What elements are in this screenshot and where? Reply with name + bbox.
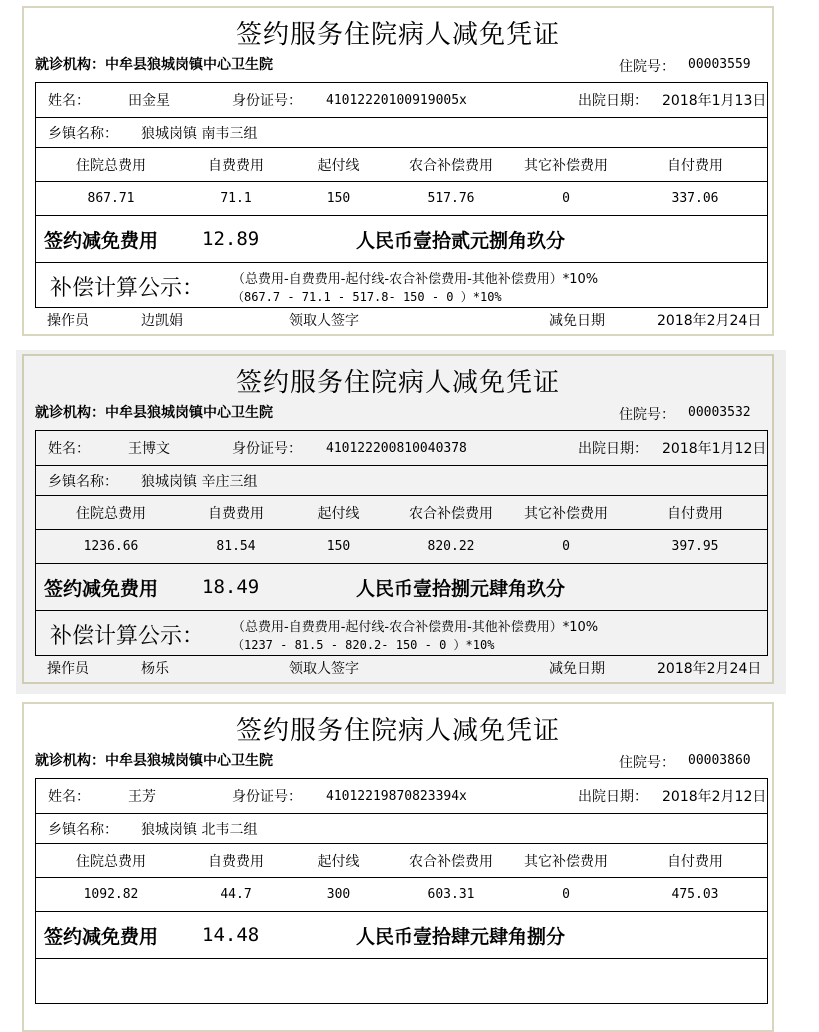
value-self-paid: 81.54 (216, 539, 256, 554)
value-out-of-pocket: 397.95 (671, 539, 719, 554)
voucher-card (22, 6, 774, 336)
header-out-of-pocket: 自付费用 (667, 505, 723, 522)
institution-label: 就诊机构： (35, 57, 105, 73)
formula-row (36, 611, 767, 657)
footer-row (35, 656, 768, 680)
header-deductible: 起付线 (317, 157, 360, 174)
voucher-title: 签约服务住院病人减免凭证 (235, 368, 560, 398)
formula-values: （867.7 - 71.1 - 517.8- 150 - 0 ）*10% (232, 290, 502, 304)
reduction-label: 签约减免费用 (44, 577, 159, 600)
reduction-date-label: 减免日期 (549, 661, 605, 677)
id-label: 身份证号： (232, 93, 302, 109)
patient-row (36, 431, 767, 466)
id-label: 身份证号： (232, 789, 302, 805)
discharge-label: 出院日期： (578, 789, 648, 805)
header-deductible: 起付线 (317, 853, 360, 870)
header-other-compensation: 其它补偿费用 (524, 157, 608, 174)
header-other-compensation: 其它补偿费用 (524, 505, 608, 522)
admission-number: 00003860 (688, 753, 751, 768)
value-out-of-pocket: 475.03 (671, 887, 719, 902)
id-number: 41012219870823394x (326, 788, 467, 804)
voucher-card (22, 354, 774, 684)
discharge-label: 出院日期： (578, 93, 648, 109)
formula-row (36, 263, 767, 309)
name-label: 姓名： (48, 93, 90, 109)
value-deductible: 150 (326, 191, 351, 206)
voucher-card (22, 702, 774, 1032)
formula-values: （1237 - 81.5 - 820.2- 150 - 0 ）*10% (232, 638, 495, 652)
header-coop-compensation: 农合补偿费用 (409, 157, 493, 174)
institution-value: 中牟县狼城岗镇中心卫生院 (105, 57, 273, 73)
reduction-date-label: 减免日期 (549, 313, 605, 329)
admission-number: 00003532 (688, 405, 751, 420)
footer-row (35, 308, 768, 332)
formula-text: （总费用-自费费用-起付线-农合补偿费用-其他补偿费用）*10% (232, 620, 599, 635)
discharge-date: 2018年1月12日 (662, 441, 767, 457)
header-self-paid: 自费费用 (208, 157, 264, 174)
voucher-title: 签约服务住院病人减免凭证 (235, 20, 560, 50)
admission-number: 00003559 (688, 57, 751, 72)
header-self-paid: 自费费用 (208, 853, 264, 870)
fee-header-row (36, 496, 767, 530)
reduction-row (36, 912, 767, 959)
value-other-compensation: 0 (562, 539, 570, 554)
reduction-date: 2018年2月24日 (657, 661, 762, 677)
discharge-date: 2018年2月12日 (662, 789, 767, 805)
header-self-paid: 自费费用 (208, 505, 264, 522)
institution (35, 750, 273, 770)
institution (35, 402, 273, 422)
town-name: 狼城岗镇 南韦三组 (141, 125, 258, 142)
value-out-of-pocket: 337.06 (671, 191, 719, 206)
discharge-date: 2018年1月13日 (662, 93, 767, 109)
town-row (36, 118, 767, 148)
patient-name: 田金星 (128, 93, 170, 109)
fee-values-row (36, 878, 767, 912)
value-total-fee: 1236.66 (83, 539, 139, 554)
header-coop-compensation: 农合补偿费用 (409, 853, 493, 870)
header-other-compensation: 其它补偿费用 (524, 853, 608, 870)
reduction-label: 签约减免费用 (44, 925, 159, 948)
voucher-title: 签约服务住院病人减免凭证 (235, 716, 560, 746)
value-coop-compensation: 603.31 (427, 887, 475, 902)
town-label: 乡镇名称： (48, 473, 118, 490)
institution (35, 54, 273, 74)
admission-label: 住院号： (619, 755, 675, 771)
formula-text: （总费用-自费费用-起付线-农合补偿费用-其他补偿费用）*10% (232, 272, 599, 287)
fee-values-row (36, 530, 767, 564)
value-other-compensation: 0 (562, 191, 570, 206)
name-label: 姓名： (48, 789, 90, 805)
operator-label: 操作员 (47, 313, 89, 329)
patient-row (36, 83, 767, 118)
discharge-label: 出院日期： (578, 441, 648, 457)
reduction-amount: 18.49 (202, 576, 260, 598)
id-number: 410122200810040378 (326, 440, 467, 456)
fee-header-row (36, 844, 767, 878)
reduction-amount-words: 人民币壹拾捌元肆角玖分 (356, 577, 566, 600)
receiver-signature-label: 领取人签字 (289, 661, 359, 677)
value-coop-compensation: 517.76 (427, 191, 475, 206)
operator-name: 边凯娟 (141, 313, 183, 329)
patient-name: 王芳 (128, 789, 156, 805)
institution-label: 就诊机构： (35, 405, 105, 421)
reduction-row (36, 564, 767, 611)
id-label: 身份证号： (232, 441, 302, 457)
id-number: 41012220100919005x (326, 92, 467, 108)
value-self-paid: 71.1 (220, 191, 252, 206)
town-name: 狼城岗镇 辛庄三组 (141, 473, 258, 490)
header-total-fee: 住院总费用 (76, 505, 146, 522)
town-label: 乡镇名称： (48, 821, 118, 838)
voucher-table (35, 778, 768, 1004)
reduction-amount-words: 人民币壹拾贰元捌角玖分 (356, 229, 566, 252)
reduction-date: 2018年2月24日 (657, 313, 762, 329)
reduction-row (36, 216, 767, 263)
admission-label: 住院号： (619, 407, 675, 423)
formula-label: 补偿计算公示： (50, 275, 205, 301)
institution-value: 中牟县狼城岗镇中心卫生院 (105, 753, 273, 769)
institution-label: 就诊机构： (35, 753, 105, 769)
operator-name: 杨乐 (141, 661, 169, 677)
voucher-table (35, 430, 768, 656)
town-row (36, 466, 767, 496)
formula-label: 补偿计算公示： (50, 623, 205, 649)
fee-header-row (36, 148, 767, 182)
reduction-amount: 14.48 (202, 924, 260, 946)
value-total-fee: 867.71 (87, 191, 135, 206)
value-coop-compensation: 820.22 (427, 539, 475, 554)
institution-value: 中牟县狼城岗镇中心卫生院 (105, 405, 273, 421)
header-out-of-pocket: 自付费用 (667, 853, 723, 870)
header-out-of-pocket: 自付费用 (667, 157, 723, 174)
value-total-fee: 1092.82 (83, 887, 139, 902)
patient-name: 王博文 (128, 441, 170, 457)
voucher-table (35, 82, 768, 308)
operator-label: 操作员 (47, 661, 89, 677)
reduction-amount-words: 人民币壹拾肆元肆角捌分 (356, 925, 566, 948)
receiver-signature-label: 领取人签字 (289, 313, 359, 329)
reduction-label: 签约减免费用 (44, 229, 159, 252)
value-deductible: 150 (326, 539, 351, 554)
value-self-paid: 44.7 (220, 887, 252, 902)
value-other-compensation: 0 (562, 887, 570, 902)
header-total-fee: 住院总费用 (76, 157, 146, 174)
value-deductible: 300 (326, 887, 351, 902)
header-coop-compensation: 农合补偿费用 (409, 505, 493, 522)
town-row (36, 814, 767, 844)
town-name: 狼城岗镇 北韦二组 (141, 821, 258, 838)
header-total-fee: 住院总费用 (76, 853, 146, 870)
admission-label: 住院号： (619, 59, 675, 75)
town-label: 乡镇名称： (48, 125, 118, 142)
reduction-amount: 12.89 (202, 228, 260, 250)
name-label: 姓名： (48, 441, 90, 457)
fee-values-row (36, 182, 767, 216)
patient-row (36, 779, 767, 814)
header-deductible: 起付线 (317, 505, 360, 522)
